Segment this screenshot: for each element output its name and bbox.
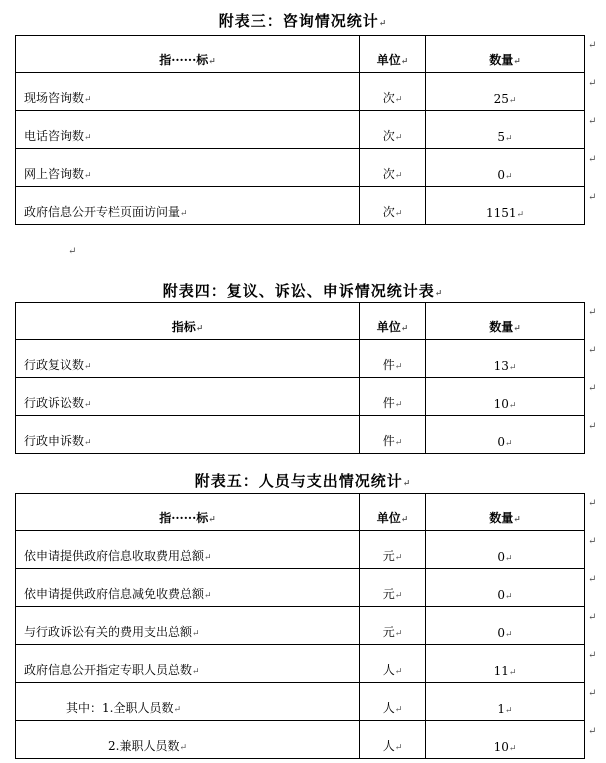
table-header-row bbox=[16, 36, 585, 73]
header-unit: 单位↵ bbox=[360, 303, 426, 340]
row-unit: 件↵ bbox=[360, 378, 426, 416]
header-quantity: 数量↵ bbox=[426, 36, 585, 73]
row-indicator: 与行政诉讼有关的费用支出总额↵ bbox=[16, 607, 360, 645]
row-indicator: 依申请提供政府信息减免收费总额↵ bbox=[16, 569, 360, 607]
row-end-mark: ↵ bbox=[588, 574, 597, 585]
row-indicator: 行政复议数↵ bbox=[16, 340, 360, 378]
row-end-mark: ↵ bbox=[588, 688, 597, 699]
row-end-mark: ↵ bbox=[588, 383, 597, 394]
row-quantity: 0↵ bbox=[426, 149, 585, 187]
row-unit: 件↵ bbox=[360, 416, 426, 454]
row-end-mark: ↵ bbox=[588, 612, 597, 623]
row-indicator: 行政申诉数↵ bbox=[16, 416, 360, 454]
row-quantity: 25↵ bbox=[426, 73, 585, 111]
row-end-mark: ↵ bbox=[588, 536, 597, 547]
row-end-mark: ↵ bbox=[588, 650, 597, 661]
table-row bbox=[16, 111, 585, 149]
row-quantity: 0↵ bbox=[426, 416, 585, 454]
row-unit: 人↵ bbox=[360, 683, 426, 721]
row-quantity: 10↵ bbox=[426, 721, 585, 759]
table-row bbox=[16, 683, 585, 721]
table3-title: 附表三：咨询情况统计↵ bbox=[218, 12, 388, 30]
row-unit: 次↵ bbox=[360, 149, 426, 187]
table3-consultation bbox=[15, 35, 585, 225]
table-row bbox=[16, 187, 585, 225]
row-unit: 件↵ bbox=[360, 340, 426, 378]
row-quantity: 0↵ bbox=[426, 607, 585, 645]
header-quantity: 数量↵ bbox=[426, 494, 585, 531]
row-unit: 次↵ bbox=[360, 187, 426, 225]
row-quantity: 0↵ bbox=[426, 569, 585, 607]
row-end-mark: ↵ bbox=[588, 498, 597, 509]
table5-personnel-expenditure bbox=[15, 493, 585, 759]
paragraph-mark: ↵ bbox=[68, 246, 77, 257]
table5-title: 附表五：人员与支出情况统计↵ bbox=[194, 472, 412, 490]
header-indicator: 指······标↵ bbox=[16, 36, 360, 73]
row-end-mark: ↵ bbox=[588, 421, 597, 432]
header-indicator: 指······标↵ bbox=[16, 494, 360, 531]
row-end-mark: ↵ bbox=[588, 78, 597, 89]
header-unit: 单位↵ bbox=[360, 494, 426, 531]
row-unit: 人↵ bbox=[360, 721, 426, 759]
row-indicator: 政府信息公开指定专职人员总数↵ bbox=[16, 645, 360, 683]
row-quantity: 1151↵ bbox=[426, 187, 585, 225]
table-row bbox=[16, 645, 585, 683]
row-end-mark: ↵ bbox=[588, 116, 597, 127]
row-end-mark: ↵ bbox=[588, 726, 597, 737]
row-quantity: 10↵ bbox=[426, 378, 585, 416]
row-quantity: 13↵ bbox=[426, 340, 585, 378]
row-indicator: 其中：1.全职人员数↵ bbox=[16, 683, 360, 721]
row-end-mark: ↵ bbox=[588, 345, 597, 356]
table-row bbox=[16, 73, 585, 111]
row-quantity: 0↵ bbox=[426, 531, 585, 569]
header-quantity: 数量↵ bbox=[426, 303, 585, 340]
table-row bbox=[16, 721, 585, 759]
row-quantity: 5↵ bbox=[426, 111, 585, 149]
row-unit: 人↵ bbox=[360, 645, 426, 683]
table-header-row bbox=[16, 494, 585, 531]
row-unit: 元↵ bbox=[360, 531, 426, 569]
row-unit: 次↵ bbox=[360, 111, 426, 149]
header-indicator: 指标↵ bbox=[16, 303, 360, 340]
row-indicator: 现场咨询数↵ bbox=[16, 73, 360, 111]
table-header-row bbox=[16, 303, 585, 340]
table-row bbox=[16, 378, 585, 416]
row-indicator: 政府信息公开专栏页面访问量↵ bbox=[16, 187, 360, 225]
row-indicator: 依申请提供政府信息收取费用总额↵ bbox=[16, 531, 360, 569]
row-unit: 元↵ bbox=[360, 607, 426, 645]
table4-title: 附表四：复议、诉讼、申诉情况统计表↵ bbox=[162, 282, 444, 300]
table-row bbox=[16, 531, 585, 569]
table-row bbox=[16, 416, 585, 454]
row-quantity: 11↵ bbox=[426, 645, 585, 683]
row-end-mark: ↵ bbox=[588, 307, 597, 318]
row-unit: 次↵ bbox=[360, 73, 426, 111]
row-indicator: 网上咨询数↵ bbox=[16, 149, 360, 187]
table-row bbox=[16, 340, 585, 378]
header-unit: 单位↵ bbox=[360, 36, 426, 73]
row-indicator: 行政诉讼数↵ bbox=[16, 378, 360, 416]
table-row bbox=[16, 569, 585, 607]
row-quantity: 1↵ bbox=[426, 683, 585, 721]
row-end-mark: ↵ bbox=[588, 192, 597, 203]
row-indicator: 电话咨询数↵ bbox=[16, 111, 360, 149]
table-row bbox=[16, 149, 585, 187]
row-unit: 元↵ bbox=[360, 569, 426, 607]
table4-review-litigation bbox=[15, 302, 585, 454]
row-end-mark: ↵ bbox=[588, 40, 597, 51]
row-indicator: 2.兼职人员数↵ bbox=[16, 721, 360, 759]
table-row bbox=[16, 607, 585, 645]
row-end-mark: ↵ bbox=[588, 154, 597, 165]
